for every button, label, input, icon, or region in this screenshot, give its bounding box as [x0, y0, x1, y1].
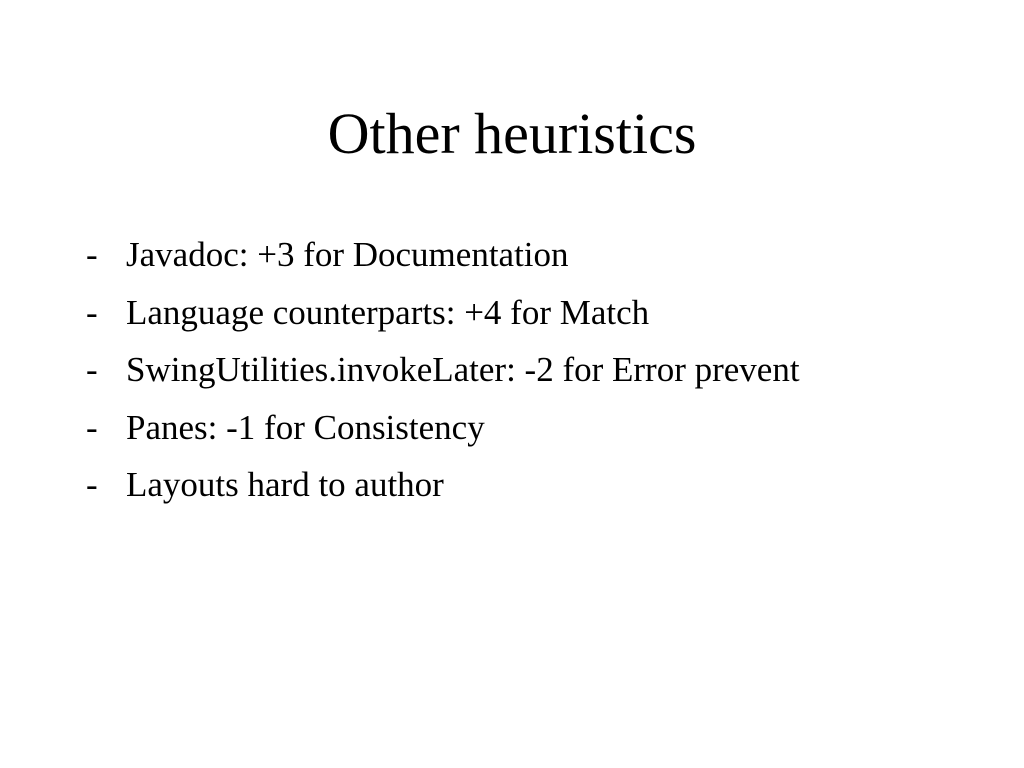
bullet-text: Panes: -1 for Consistency — [126, 407, 485, 447]
bullet-text: Language counterparts: +4 for Match — [126, 292, 650, 332]
bullet-marker: - — [86, 465, 98, 504]
bullet-text: Layouts hard to author — [126, 465, 444, 504]
slide-title: Other heuristics — [327, 101, 697, 166]
bullet-marker: - — [86, 292, 98, 332]
bullet-marker: - — [86, 235, 98, 274]
bullet-text: SwingUtilities.invokeLater: -2 for Error prevent — [126, 350, 800, 389]
bullet-text: Javadoc: +3 for Documentation — [126, 235, 569, 274]
bullet-marker: - — [86, 407, 98, 447]
bullet-marker: - — [86, 350, 98, 389]
